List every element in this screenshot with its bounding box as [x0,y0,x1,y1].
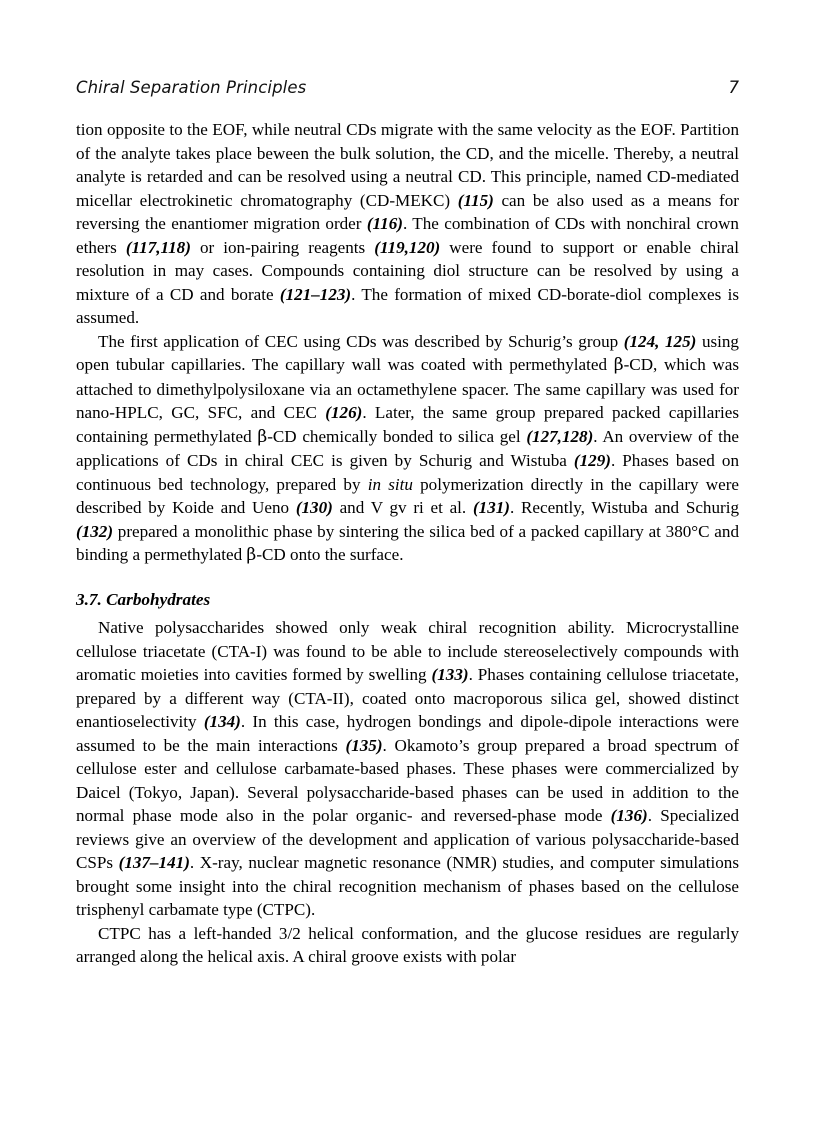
paragraph-1: tion opposite to the EOF, while neutral CDs migrate with the same velocity as the EOF. Partition of the analyte takes place beween the bulk solution, the CD, and the micelle. Thereby, a neutral analyte is retarded and can be resolved using a neutral CD. This principle, named CD-mediated micellar electrokinetic chromatography (CD-MEKC) (115) can be also used as a means for reversing the enantiomer migration order (116). The combination of CDs with nonchiral crown ethers (117,118) or ion-pairing reagents (119,120) were found to support or enable chiral resolution in may cases. Compounds containing diol structure can be resolved by using a mixture of a CD and borate (121–123). The formation of mixed CD-borate-diol complexes is assumed. [76,120,739,327]
running-head [76,78,739,97]
heading-spacer-before [76,568,739,588]
citation-reference: (136) [610,806,648,825]
paragraph-3: Native polysaccharides showed only weak chiral recognition ability. Microcrystalline cellulose triacetate (CTA-I) was found to be able to include stereoselectively compounds with aromatic moieties into cavities formed by swelling (133). Phases containing cellulose triacetate, prepared by a different way (CTA-II), coated onto macroporous silica gel, showed distinct enantioselectivity (134). In this case, hydrogen bondings and dipole-dipole interactions were assumed to be the main interactions (135). Okamoto’s group prepared a broad spectrum of cellulose ester and cellulose carbamate-based phases. These phases were commercialized by Daicel (Tokyo, Japan). Several polysaccharide-based phases can be used in addition to the normal phase mode also in the polar organic- and reversed-phase mode (136). Specialized reviews give an overview of the development and application of various polysaccharide-based CSPs (137–141). X-ray, nuclear magnetic resonance (NMR) studies, and computer simulations brought some insight into the chiral recognition mechanism of phases based on the cellulose trisphenyl carbamate type (CTPC). [76,618,740,919]
citation-reference: (134) [203,712,241,731]
greek-beta: β [613,355,624,375]
page-number: 7 [728,78,739,97]
citation-reference: (116) [366,214,403,233]
citation-reference: (130) [295,498,333,517]
italic-phrase: in situ [367,474,413,494]
citation-reference: (129) [573,451,611,470]
citation-reference: (127,128) [526,426,594,446]
citation-reference: (137–141) [118,853,190,872]
citation-reference: (121–123) [279,284,352,304]
citation-reference: (132) [76,521,114,541]
paragraph-4: CTPC has a left-handed 3/2 helical conformation, and the glucose residues are regularly arranged along the helical axis. A chiral groove exists with polar [76,923,739,966]
citation-reference: (135) [345,735,383,755]
body-text-block [76,118,739,969]
paragraph-2: The first application of CEC using CDs was described by Schurig’s group (124, 125) using open tubular capillaries. The capillary wall was coated with permethylated β-CD, which was attached to dimethylpolysiloxane via an octamethylene spacer. The same capillary was used for nano-HPLC, GC, SFC, and CEC (126). Later, the same group prepared packed capillaries containing permethylated β-CD chemically bonded to silica gel (127,128). An overview of the applications of CDs in chiral CEC is given by Schurig and Wistuba (129). Phases based on continuous bed technology, prepared by in situ polymerization directly in the capillary were described by Koide and Ueno (130) and V gv ri et al. (131). Recently, Wistuba and Schurig (132) prepared a monolithic phase by sintering the silica bed of a packed capillary at 380°C and binding a permethylated β-CD onto the surface. [76,331,740,565]
greek-beta: β [246,545,257,565]
running-head-title: Chiral Separation Principles [76,78,307,97]
citation-reference: (126) [325,403,363,422]
greek-beta: β [257,426,268,447]
citation-reference: (115) [457,190,494,210]
citation-reference: (131) [472,498,510,517]
citation-reference: (119,120) [374,237,441,257]
citation-reference: (133) [431,665,469,684]
section-heading-carbohydrates: 3.7. Carbohydrates [76,589,211,609]
citation-reference: (117,118) [125,237,191,257]
citation-reference: (124, 125) [623,331,697,351]
